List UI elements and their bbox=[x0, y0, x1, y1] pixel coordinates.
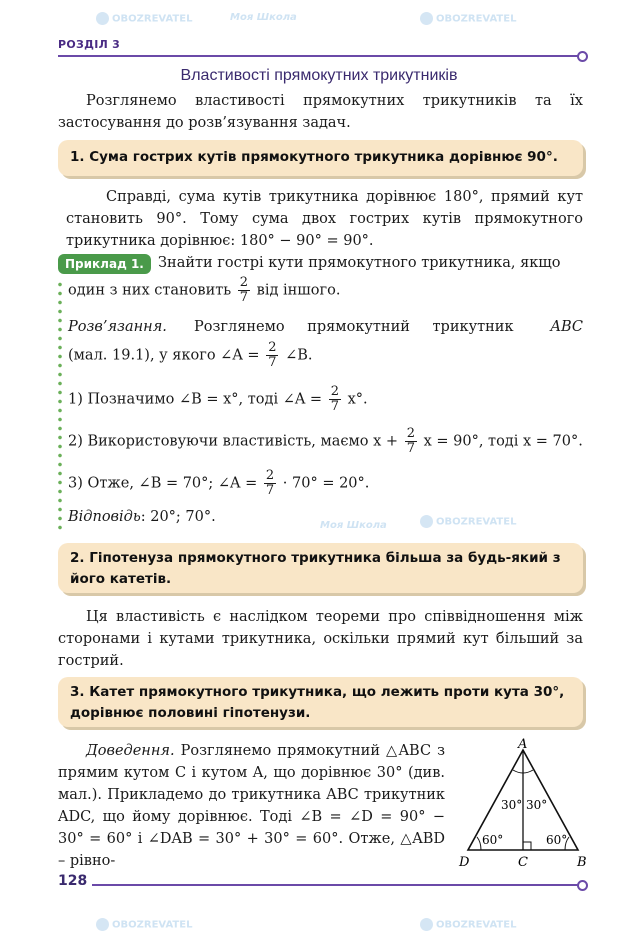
fraction-denominator: 7 bbox=[330, 399, 339, 414]
property-2-heading: 2. Гіпотенуза прямокутного трикутника більша за будь-який з його катетів. bbox=[70, 550, 561, 587]
solution-step-2 bbox=[68, 427, 583, 456]
watermark-logo-icon bbox=[96, 12, 109, 25]
task-text: від іншого. bbox=[256, 282, 341, 299]
watermark: OBOZREVATEL bbox=[420, 12, 516, 25]
step-text: 3) Отже, ∠B = 70°; ∠A = bbox=[68, 475, 258, 492]
watermark: Моя Школа bbox=[230, 12, 297, 23]
solution-text: ∠B. bbox=[285, 347, 313, 364]
watermark-logo-icon bbox=[420, 12, 433, 25]
answer-value: : 20°; 70°. bbox=[140, 509, 216, 525]
fraction-numerator: 2 bbox=[330, 384, 339, 399]
footer-rule bbox=[92, 884, 581, 886]
solution-text: Розглянемо прямокутний трикутник bbox=[194, 319, 514, 335]
watermark-logo-icon bbox=[420, 515, 433, 528]
step-text: x°. bbox=[347, 391, 368, 408]
header-rule bbox=[58, 55, 581, 57]
vertex-label-a: A bbox=[518, 738, 528, 752]
page-number: 128 bbox=[58, 873, 88, 889]
example-task-line-2 bbox=[68, 276, 340, 305]
property-2-text: Ця властивість є наслідком теореми про співвідношення між сторонами і кутами трикутника, оскільки прямий кут більший за гострий. bbox=[58, 609, 583, 669]
solution-triangle-name: ABC bbox=[550, 319, 583, 335]
watermark-logo-icon bbox=[96, 918, 109, 931]
fraction bbox=[264, 469, 276, 498]
step-text: · 70° = 20°. bbox=[282, 475, 370, 492]
task-text: Знайти гострі кути прямокутного трикутника, якщо bbox=[158, 255, 561, 271]
watermark: OBOZREVATEL bbox=[420, 515, 516, 528]
property-3-box bbox=[58, 677, 583, 727]
triangle-figure bbox=[455, 738, 595, 874]
vertex-label-c: C bbox=[518, 855, 528, 870]
fraction-denominator: 7 bbox=[268, 355, 277, 370]
proof-label: Доведення. bbox=[86, 743, 175, 759]
fraction bbox=[405, 427, 417, 456]
angle-label-bottom-right: 60° bbox=[546, 833, 568, 847]
angle-arc-d bbox=[477, 837, 481, 850]
header-rule-end-icon bbox=[577, 51, 588, 62]
watermark: OBOZREVATEL bbox=[96, 918, 192, 931]
property-1-box bbox=[58, 140, 583, 176]
task-text: один з них становить bbox=[68, 282, 232, 299]
solution-line-2 bbox=[68, 341, 313, 370]
angle-label-right-top: 30° bbox=[526, 798, 548, 812]
watermark: Моя Школа bbox=[320, 520, 387, 531]
step-text: x = 90°, тоді x = 70°. bbox=[423, 433, 583, 450]
vertex-label-d: D bbox=[459, 855, 470, 870]
watermark: OBOZREVATEL bbox=[420, 918, 516, 931]
fraction-denominator: 7 bbox=[265, 483, 275, 498]
fraction-numerator: 2 bbox=[265, 468, 275, 483]
solution-line-1 bbox=[68, 319, 583, 335]
solution-text: (мал. 19.1), у якого ∠A = bbox=[68, 347, 260, 364]
solution-label: Розв’язання. bbox=[68, 319, 167, 335]
fraction bbox=[329, 385, 341, 414]
fraction bbox=[266, 341, 278, 370]
angle-label-left-top: 30° bbox=[501, 798, 523, 812]
property-2-box bbox=[58, 543, 583, 593]
watermark: OBOZREVATEL bbox=[96, 12, 192, 25]
page-title: Властивості прямокутних трикутників bbox=[180, 67, 458, 84]
fraction-denominator: 7 bbox=[239, 290, 249, 305]
property-3-heading: 3. Катет прямокутного трикутника, що лежить проти кута 30°, дорівнює половині гіпотенузи. bbox=[70, 684, 565, 721]
step-text: 2) Використовуючи властивість, маємо x + bbox=[68, 433, 399, 450]
solution-step-1 bbox=[68, 385, 368, 414]
fraction-numerator: 2 bbox=[268, 340, 277, 355]
angle-label-bottom-left: 60° bbox=[482, 833, 504, 847]
fraction-numerator: 2 bbox=[239, 275, 249, 290]
property-1-heading: 1. Сума гострих кутів прямокутного трикутника дорівнює 90°. bbox=[70, 149, 558, 165]
section-label: РОЗДІЛ 3 bbox=[58, 38, 121, 51]
right-angle-mark bbox=[523, 842, 531, 850]
intro-paragraph: Розглянемо властивості прямокутних трикутників та їх застосування до розв’язування задач. bbox=[58, 93, 583, 131]
watermark-logo-icon bbox=[420, 918, 433, 931]
fraction-denominator: 7 bbox=[406, 441, 415, 456]
answer-label: Відповідь bbox=[68, 509, 141, 525]
fraction bbox=[238, 276, 250, 305]
proof-text: Розглянемо прямокутний △ABC з прямим кутом C і кутом A, що дорівнює 30° (див. мал.). Прикладемо до трикутника ABC трикутник ADC, що йому дорівнює. Тоді ∠B = ∠D = 90° − 30° = 60° і ∠DAB = 30° + 30° = 60°. Отже, △ABD – рівно- bbox=[58, 743, 445, 869]
property-3-proof bbox=[58, 740, 445, 872]
example-dotted-border bbox=[58, 280, 62, 530]
footer-rule-end-icon bbox=[577, 880, 588, 891]
example-task-line-1 bbox=[158, 255, 561, 271]
example-badge: Приклад 1. bbox=[58, 254, 151, 274]
fraction-numerator: 2 bbox=[406, 426, 415, 441]
vertex-label-b: B bbox=[577, 855, 587, 870]
step-text: 1) Позначимо ∠B = x°, тоді ∠A = bbox=[68, 391, 323, 408]
answer-line bbox=[68, 509, 216, 525]
solution-step-3 bbox=[68, 469, 369, 498]
property-1-text: Справді, сума кутів трикутника дорівнює 180°, прямий кут становить 90°. Тому сума двох гострих кутів прямокутного трикутника дорівнює: 180° − 90° = 90°. bbox=[66, 189, 583, 249]
